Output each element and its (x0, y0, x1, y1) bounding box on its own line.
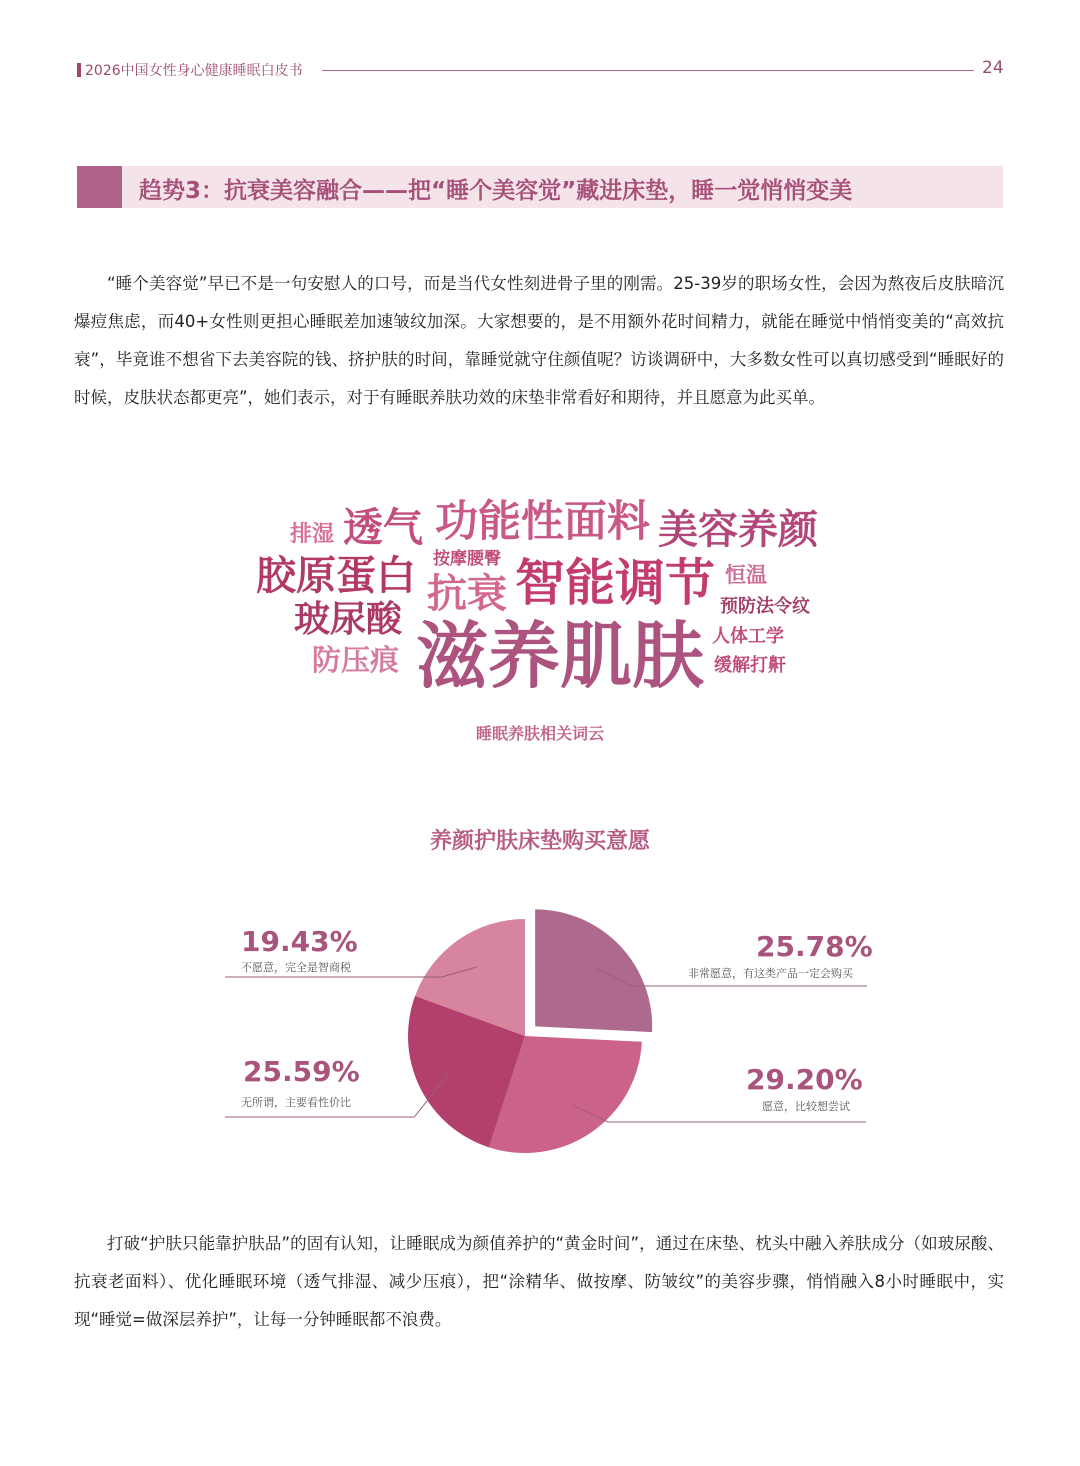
pie-slice (535, 909, 652, 1032)
word-cloud-word: 防压痕 (312, 643, 400, 677)
page-number: 24 (982, 58, 1004, 78)
slice-percent-label: 25.59% (243, 1055, 360, 1088)
slice-description-label: 不愿意，完全是智商税 (241, 961, 351, 974)
word-cloud-word: 预防法令纹 (720, 596, 810, 617)
section-title: 趋势3：抗衰美容融合——把“睡个美容觉”藏进床垫，睡一觉悄悄变美 (139, 178, 853, 204)
slice-description-label: 无所谓，主要看性价比 (241, 1096, 351, 1109)
word-cloud-word: 滋养肌肤 (416, 614, 705, 698)
word-cloud-word: 抗衰 (427, 571, 507, 617)
word-cloud-word: 缓解打鼾 (714, 655, 786, 676)
slice-percent-label: 29.20% (746, 1063, 863, 1096)
document-title: 2026中国女性身心健康睡眠白皮书 (85, 63, 303, 79)
word-cloud-word: 美容养颜 (658, 507, 818, 553)
word-cloud-word: 智能调节 (515, 554, 715, 612)
slice-percent-label: 19.43% (241, 925, 358, 958)
conclusion-paragraph (74, 1225, 1004, 1339)
word-cloud-word: 胶原蛋白 (256, 553, 416, 599)
slice-description-label: 愿意，比较想尝试 (762, 1100, 850, 1113)
word-cloud-word: 功能性面料 (435, 497, 650, 547)
word-cloud-word: 玻尿酸 (294, 599, 403, 640)
word-cloud-word: 按摩腰臀 (433, 549, 501, 569)
word-cloud-caption: 睡眠养肤相关词云 (475, 724, 604, 743)
conclusion-paragraph-text: 打破“护肤只能靠护肤品”的固有认知，让睡眠成为颜值养护的“黄金时间”，通过在床垫、枕头中融入养肤成分（如玻尿酸、抗衰老面料）、优化睡眠环境（透气排湿、减少压痕），把“涂精华、做按摩、防皱纹”的美容步骤，悄悄融入8小时睡眠中，实现“睡觉=做深层养护”，让每一分钟睡眠都不浪费。 (74, 1234, 1004, 1329)
word-cloud-word: 透气 (343, 505, 423, 551)
word-cloud-word: 排湿 (290, 522, 335, 547)
slice-description-label: 非常愿意，有这类产品一定会购买 (688, 967, 853, 980)
intro-paragraph-text: “睡个美容觉”早已不是一句安慰人的口号，而是当代女性刻进骨子里的刚需。25-39岁的职场女性，会因为熬夜后皮肤暗沉爆痘焦虑，而40+女性则更担心睡眠差加速皱纹加深。大家想要的，是不用额外花时间精力，就能在睡觉中悄悄变美的“高效抗衰”，毕竟谁不想省下去美容院的钱、挤护肤的时间，靠睡觉就守住颜值呢？访谈调研中，大多数女性可以真切感受到“睡眠好的时候，皮肤状态都更亮”，她们表示，对于有睡眠养肤功效的床垫非常看好和期待，并且愿意为此买单。 (74, 274, 1004, 407)
chart-title: 养颜护肤床垫购买意愿 (429, 829, 650, 854)
word-cloud-word: 人体工学 (712, 626, 784, 647)
word-cloud-word: 恒温 (725, 563, 767, 587)
slice-percent-label: 25.78% (756, 930, 873, 963)
